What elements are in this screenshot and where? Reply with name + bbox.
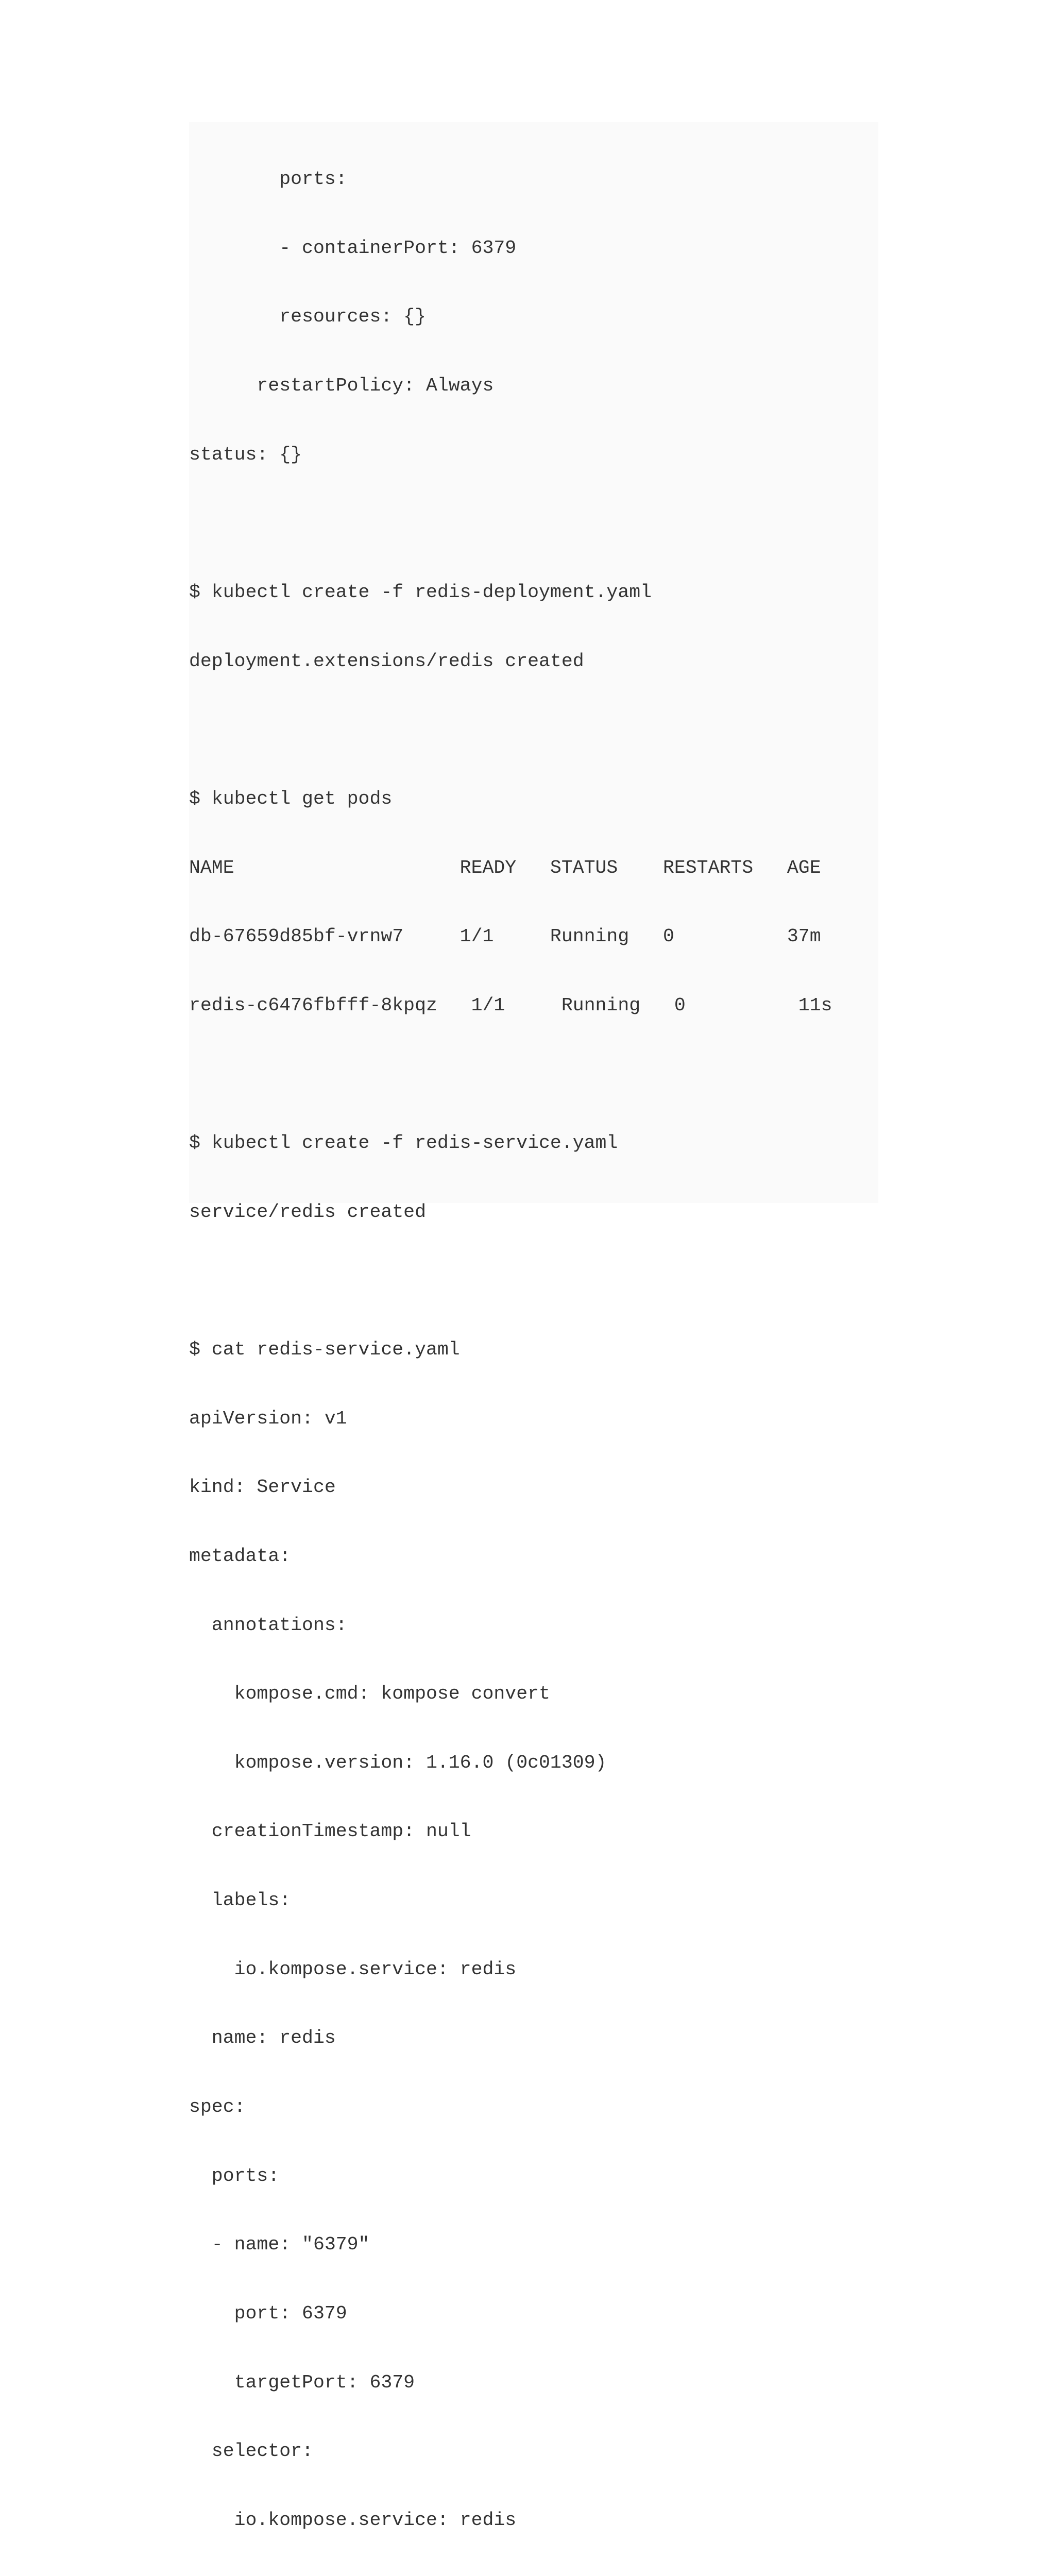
- command-line: $ kubectl create -f redis-deployment.yaml: [189, 581, 652, 603]
- code-line: kind: Service: [189, 1477, 336, 1498]
- code-line: targetPort: 6379: [189, 2371, 415, 2393]
- code-line: [189, 1269, 878, 1293]
- code-line: labels:: [189, 1890, 291, 1911]
- pods-table-row: redis-c6476fbfff-8kpqz 1/1 Running 0 11s: [189, 994, 832, 1016]
- code-line: status: {}: [189, 444, 302, 465]
- code-block: [189, 122, 878, 2531]
- command-line: $ kubectl create -f redis-service.yaml: [189, 1132, 618, 1154]
- code-line: [189, 1063, 878, 1086]
- code-line: selector:: [189, 2441, 313, 2462]
- code-line: creationTimestamp: null: [189, 1821, 471, 1842]
- terminal-output: [189, 122, 878, 2576]
- code-line: deployment.extensions/redis created: [189, 650, 584, 672]
- code-line: ports:: [189, 168, 347, 190]
- code-line: port: 6379: [189, 2302, 347, 2324]
- code-line: ports:: [189, 2165, 280, 2187]
- code-line: io.kompose.service: redis: [189, 2509, 517, 2531]
- command-line: $ kubectl get pods: [189, 788, 393, 809]
- code-line: spec:: [189, 2096, 246, 2118]
- pods-table-row: db-67659d85bf-vrnw7 1/1 Running 0 37m: [189, 926, 821, 947]
- command-line: $ cat redis-service.yaml: [189, 1338, 460, 1360]
- code-line: [189, 512, 878, 535]
- code-line: [189, 719, 878, 742]
- code-line: annotations:: [189, 1614, 347, 1636]
- code-line: kompose.cmd: kompose convert: [189, 1683, 550, 1705]
- code-line: io.kompose.service: redis: [189, 1958, 517, 1980]
- code-line: restartPolicy: Always: [189, 375, 494, 397]
- code-line: - containerPort: 6379: [189, 237, 517, 259]
- code-line: - name: "6379": [189, 2234, 370, 2256]
- code-line: apiVersion: v1: [189, 1408, 347, 1429]
- code-line: name: redis: [189, 2027, 336, 2049]
- code-line: resources: {}: [189, 306, 426, 328]
- pods-table-header: NAME READY STATUS RESTARTS AGE: [189, 857, 821, 878]
- code-line: service/redis created: [189, 1201, 426, 1223]
- code-line: kompose.version: 1.16.0 (0c01309): [189, 1752, 607, 1773]
- code-line: metadata:: [189, 1545, 291, 1567]
